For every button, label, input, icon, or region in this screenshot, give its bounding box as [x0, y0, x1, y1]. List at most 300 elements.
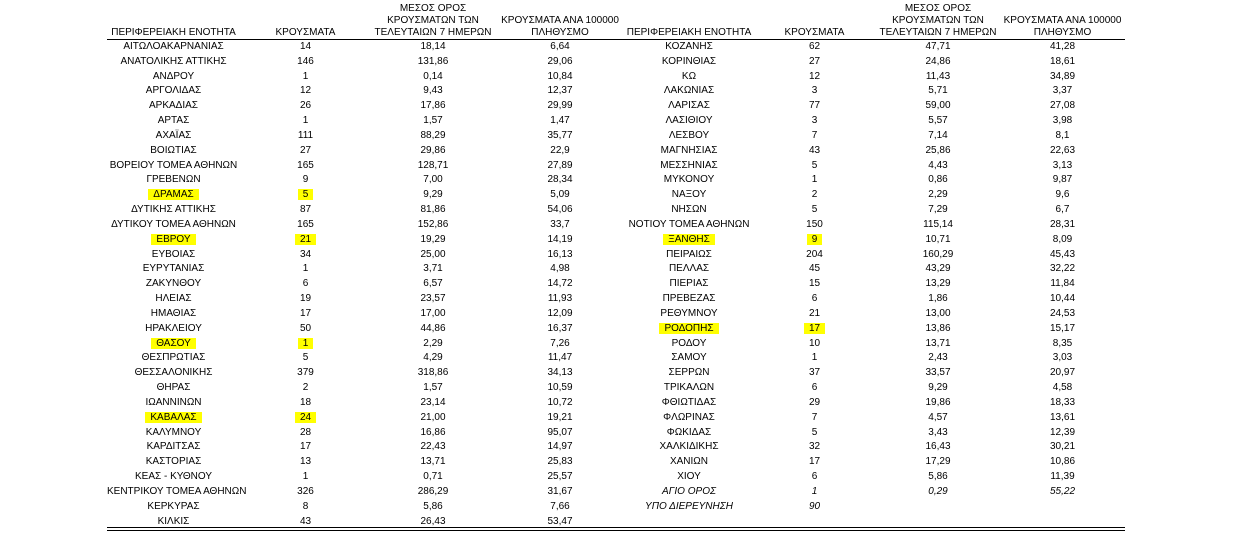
region-value: ΑΓΙΟ ΟΡΟΣ [662, 485, 716, 497]
cell-avg7 [876, 84, 1000, 99]
cases-value: 1 [302, 471, 309, 483]
cases-value: 6 [811, 293, 818, 305]
cell-region [625, 366, 753, 381]
cell-per100k [495, 233, 625, 248]
table-row [107, 203, 625, 218]
per100k-value: 19,21 [547, 411, 573, 423]
cell-per100k [495, 337, 625, 352]
table-row [107, 337, 625, 352]
region-value: ΚΑΡΔΙΤΣΑΣ [146, 441, 201, 453]
region-value: ΗΛΕΙΑΣ [155, 293, 192, 305]
cell-cases [240, 426, 371, 441]
table-row [625, 440, 1125, 455]
cases-value: 5 [811, 426, 818, 438]
per100k-value: 25,83 [547, 456, 573, 468]
cell-region [107, 203, 240, 218]
cell-avg7 [876, 159, 1000, 174]
region-value: ΣΕΡΡΩΝ [668, 367, 710, 379]
cell-per100k [1000, 455, 1125, 470]
table-row [107, 218, 625, 233]
cases-value: 7 [811, 129, 818, 141]
cases-value: 26 [299, 100, 312, 112]
cell-avg7 [371, 337, 495, 352]
avg7-value: 13,00 [925, 307, 951, 319]
per100k-value: 16,13 [547, 248, 573, 260]
region-value: ΚΑΛΥΜΝΟΥ [145, 426, 202, 438]
cell-avg7 [371, 99, 495, 114]
cell-avg7 [876, 381, 1000, 396]
cell-per100k [1000, 322, 1125, 337]
cell-avg7 [876, 337, 1000, 352]
cell-region [107, 129, 240, 144]
cell-cases [753, 40, 876, 55]
region-value: ΠΕΙΡΑΙΩΣ [666, 248, 712, 260]
cell-cases [240, 173, 371, 188]
table-row [107, 70, 625, 85]
cell-cases [240, 55, 371, 70]
table-row [625, 337, 1125, 352]
cell-per100k [1000, 292, 1125, 307]
cases-value: 17 [804, 323, 825, 334]
cell-region [625, 70, 753, 85]
table-row [625, 455, 1125, 470]
cell-per100k [1000, 70, 1125, 85]
cell-per100k [495, 500, 625, 515]
avg7-value: 13,71 [420, 456, 446, 468]
cell-region [625, 292, 753, 307]
per100k-value: 6,64 [550, 41, 570, 52]
cell-region [107, 188, 240, 203]
per100k-value: 6,7 [1055, 204, 1070, 216]
cell-per100k [495, 351, 625, 366]
cell-avg7 [876, 218, 1000, 233]
table-row [625, 322, 1125, 337]
cell-per100k [495, 144, 625, 159]
table-row [107, 307, 625, 322]
region-value: ΦΘΙΩΤΙΔΑΣ [661, 396, 717, 408]
cell-per100k [495, 411, 625, 426]
cell-per100k [1000, 411, 1125, 426]
cell-cases [753, 411, 876, 426]
per100k-value: 3,37 [1052, 85, 1073, 97]
table-row [107, 173, 625, 188]
cell-per100k [495, 262, 625, 277]
region-value: ΒΟΡΕΙΟΥ ΤΟΜΕΑ ΑΘΗΝΩΝ [109, 159, 238, 171]
cell-region [107, 381, 240, 396]
per100k-value: 34,89 [1049, 70, 1076, 82]
per100k-value: 9,87 [1052, 174, 1073, 186]
avg7-value: 1,57 [423, 115, 443, 127]
cell-cases [753, 129, 876, 144]
region-value: ΘΑΣΟΥ [151, 338, 196, 349]
table-row [107, 411, 625, 426]
cell-per100k [495, 84, 625, 99]
cell-avg7 [371, 500, 495, 515]
region-value: ΤΡΙΚΑΛΩΝ [663, 382, 715, 394]
per100k-value: 12,37 [547, 85, 573, 97]
table-row [625, 173, 1125, 188]
cases-value: 28 [299, 426, 312, 438]
cases-value: 2 [811, 189, 818, 201]
cell-cases [753, 84, 876, 99]
cell-avg7 [371, 292, 495, 307]
avg7-value: 13,29 [925, 278, 951, 290]
per100k-value: 18,33 [1049, 396, 1076, 408]
cell-region [625, 351, 753, 366]
cases-value: 45 [808, 263, 821, 275]
header-avg7: ΜΕΣΟΣ ΟΡΟΣ ΚΡΟΥΣΜΑΤΩΝ ΤΩΝ ΤΕΛΕΥΤΑΙΩΝ 7 ΗΜΕΡΩΝ [876, 0, 1000, 40]
avg7-value: 18,14 [420, 41, 446, 52]
cell-avg7 [371, 351, 495, 366]
cases-value: 24 [295, 412, 316, 423]
region-value: ΧΑΛΚΙΔΙΚΗΣ [659, 441, 719, 453]
per100k-value: 35,77 [547, 129, 573, 141]
cases-value: 12 [299, 85, 312, 97]
table-row [107, 55, 625, 70]
region-value: ΛΑΡΙΣΑΣ [668, 100, 710, 112]
cases-value: 17 [299, 307, 312, 319]
header-cases: ΚΡΟΥΣΜΑΤΑ [240, 0, 371, 40]
table-row [107, 366, 625, 381]
cases-value: 37 [808, 367, 821, 379]
cell-per100k [1000, 485, 1125, 500]
cell-cases [240, 351, 371, 366]
table-row [625, 203, 1125, 218]
cell-region [107, 218, 240, 233]
cell-region [625, 218, 753, 233]
cell-per100k [1000, 262, 1125, 277]
cell-cases [753, 470, 876, 485]
cases-value: 1 [811, 352, 818, 364]
cell-avg7 [876, 500, 1000, 515]
cell-avg7 [371, 129, 495, 144]
cell-avg7 [371, 396, 495, 411]
cases-value: 50 [299, 322, 312, 334]
cell-cases [240, 455, 371, 470]
region-value: ΧΙΟΥ [677, 471, 701, 483]
avg7-value: 128,71 [417, 159, 449, 171]
region-value: ΛΕΣΒΟΥ [668, 129, 710, 141]
table-row [625, 84, 1125, 99]
cell-cases [753, 203, 876, 218]
avg7-value: 19,86 [925, 396, 951, 408]
cell-per100k [495, 396, 625, 411]
per100k-value: 14,97 [547, 441, 573, 453]
avg7-value: 131,86 [417, 55, 449, 67]
cases-value: 165 [297, 159, 314, 171]
cases-value: 32 [808, 441, 821, 453]
avg7-value: 9,29 [423, 189, 443, 201]
cell-cases [753, 173, 876, 188]
cell-per100k [495, 277, 625, 292]
avg7-value: 22,43 [420, 441, 446, 453]
avg7-value: 152,86 [417, 218, 449, 230]
table-row [625, 114, 1125, 129]
cell-cases [753, 233, 876, 248]
cell-cases [753, 248, 876, 263]
cell-per100k [495, 159, 625, 174]
cases-value: 9 [807, 234, 823, 245]
table-row [107, 396, 625, 411]
per100k-value: 7,26 [550, 337, 570, 349]
cell-region [625, 396, 753, 411]
cell-region [107, 322, 240, 337]
cell-region [107, 337, 240, 352]
avg7-value: 47,71 [925, 41, 951, 52]
region-value: ΜΥΚΟΝΟΥ [663, 174, 715, 186]
avg7-value: 7,29 [928, 204, 948, 216]
per100k-value: 53,47 [547, 515, 573, 527]
table-row [107, 381, 625, 396]
cell-cases [240, 292, 371, 307]
cell-cases [753, 218, 876, 233]
cell-avg7 [371, 233, 495, 248]
per100k-value: 31,67 [547, 485, 573, 497]
cases-value: 150 [806, 218, 823, 230]
cell-cases [240, 470, 371, 485]
cell-avg7 [876, 470, 1000, 485]
cell-region [107, 485, 247, 500]
table-row [625, 188, 1125, 203]
cell-per100k [495, 381, 625, 396]
cell-cases [240, 144, 371, 159]
cell-cases [240, 277, 371, 292]
cell-cases [240, 233, 371, 248]
per100k-value: 10,44 [1049, 293, 1076, 305]
cell-avg7 [371, 159, 495, 174]
cases-value: 6 [811, 471, 818, 483]
cell-avg7 [371, 40, 495, 55]
cases-value: 87 [299, 204, 312, 216]
avg7-value: 3,71 [423, 263, 443, 275]
region-value: ΘΕΣΠΡΩΤΙΑΣ [141, 352, 206, 364]
avg7-value: 3,43 [928, 426, 948, 438]
right-cases-table [625, 0, 1125, 515]
table-row [107, 440, 625, 455]
cell-region [107, 173, 240, 188]
per100k-value: 34,13 [547, 367, 573, 379]
cell-region [107, 262, 240, 277]
table-row [107, 277, 625, 292]
table-row [107, 248, 625, 263]
region-value: ΔΥΤΙΚΗΣ ΑΤΤΙΚΗΣ [131, 204, 216, 216]
cell-avg7 [371, 426, 495, 441]
table-row [107, 144, 625, 159]
cell-per100k [495, 55, 625, 70]
cell-per100k [1000, 188, 1125, 203]
cell-region [625, 203, 753, 218]
avg7-value: 2,29 [423, 337, 443, 349]
cell-region [625, 129, 753, 144]
table-row [625, 218, 1125, 233]
cell-region [107, 500, 240, 515]
table-row [107, 40, 625, 55]
cell-region [625, 307, 753, 322]
avg7-value: 29,86 [420, 144, 446, 156]
cell-avg7 [876, 144, 1000, 159]
table-row [625, 70, 1125, 85]
cell-cases [753, 337, 876, 352]
cell-region [625, 188, 753, 203]
region-value: ΜΕΣΣΗΝΙΑΣ [660, 159, 718, 171]
region-value: ΠΡΕΒΕΖΑΣ [662, 293, 716, 305]
cases-value: 3 [811, 85, 818, 97]
avg7-value: 13,86 [925, 322, 951, 334]
cell-region [107, 70, 240, 85]
per100k-value: 9,6 [1055, 189, 1070, 201]
cell-avg7 [371, 307, 495, 322]
cell-per100k [1000, 84, 1125, 99]
cases-value: 8 [302, 500, 309, 512]
region-value: ΛΑΣΙΘΙΟΥ [665, 115, 713, 127]
cell-avg7 [371, 188, 495, 203]
avg7-value: 16,86 [420, 426, 446, 438]
table-row [625, 366, 1125, 381]
table-row [625, 381, 1125, 396]
table-row [107, 426, 625, 441]
cell-cases [753, 114, 876, 129]
region-value: ΔΥΤΙΚΟΥ ΤΟΜΕΑ ΑΘΗΝΩΝ [111, 218, 236, 230]
cell-avg7 [876, 99, 1000, 114]
per100k-value: 10,59 [547, 382, 573, 394]
table-row [625, 500, 1125, 515]
cell-region [625, 248, 753, 263]
cell-region [107, 99, 240, 114]
per100k-value: 1,47 [550, 115, 570, 127]
cell-region [625, 470, 753, 485]
cell-avg7 [876, 292, 1000, 307]
region-value: ΚΑΒΑΛΑΣ [145, 412, 201, 423]
table-row [625, 292, 1125, 307]
region-value: ΙΩΑΝΝΙΝΩΝ [145, 396, 202, 408]
avg7-value: 10,71 [925, 233, 951, 245]
cell-region [625, 426, 753, 441]
per100k-value: 45,43 [1049, 248, 1076, 260]
avg7-value: 0,86 [928, 174, 948, 186]
per100k-value: 32,22 [1049, 263, 1076, 275]
cell-region [107, 470, 240, 485]
avg7-value: 7,14 [928, 129, 948, 141]
cell-region [107, 292, 240, 307]
cell-per100k [495, 40, 625, 55]
cell-avg7 [876, 366, 1000, 381]
cell-cases [240, 262, 371, 277]
cell-per100k [1000, 40, 1125, 55]
cell-per100k [495, 307, 625, 322]
cell-avg7 [876, 40, 1000, 55]
cell-avg7 [876, 351, 1000, 366]
cell-region [625, 322, 753, 337]
avg7-value: 286,29 [417, 485, 449, 497]
cell-avg7 [876, 426, 1000, 441]
per100k-value: 11,47 [547, 352, 573, 364]
table-row [625, 426, 1125, 441]
cell-per100k [495, 366, 625, 381]
cases-value: 43 [808, 144, 821, 156]
header-per100k: ΚΡΟΥΣΜΑΤΑ ΑΝΑ 100000 ΠΛΗΘΥΣΜΟ [1000, 0, 1125, 40]
cell-per100k [1000, 144, 1125, 159]
cell-per100k [495, 440, 625, 455]
cell-avg7 [371, 411, 495, 426]
table-row [107, 485, 625, 500]
region-value: ΚΕΑΣ - ΚΥΘΝΟΥ [135, 471, 212, 483]
cell-per100k [495, 248, 625, 263]
table-row [625, 351, 1125, 366]
cases-value: 21 [295, 234, 316, 245]
cell-avg7 [371, 248, 495, 263]
cases-value: 6 [811, 382, 818, 394]
avg7-value: 6,57 [423, 278, 443, 290]
table-row [625, 233, 1125, 248]
region-value: ΠΕΛΛΑΣ [668, 263, 710, 275]
cell-cases [753, 70, 876, 85]
per100k-value: 13,61 [1049, 411, 1076, 423]
cell-avg7 [371, 173, 495, 188]
per100k-value: 28,34 [547, 174, 573, 186]
cell-per100k [495, 188, 625, 203]
cell-cases [753, 144, 876, 159]
cell-per100k [1000, 396, 1125, 411]
avg7-value: 318,86 [417, 367, 449, 379]
cell-avg7 [876, 114, 1000, 129]
avg7-value: 2,29 [928, 189, 948, 201]
region-value: ΓΡΕΒΕΝΩΝ [146, 174, 201, 186]
table-row [625, 40, 1125, 55]
region-value: ΑΧΑΪΑΣ [155, 129, 192, 141]
table-row [107, 351, 625, 366]
avg7-value: 1,57 [423, 382, 443, 394]
cell-cases [753, 426, 876, 441]
cases-value: 326 [297, 485, 314, 497]
region-value: ΝΗΣΩΝ [671, 204, 707, 216]
table-row [107, 500, 625, 515]
cell-avg7 [876, 173, 1000, 188]
table-row [625, 396, 1125, 411]
cell-avg7 [371, 55, 495, 70]
cases-value: 14 [299, 41, 312, 52]
table-row [625, 248, 1125, 263]
region-value: ΡΟΔΟΠΗΣ [659, 323, 718, 334]
cell-per100k [1000, 351, 1125, 366]
cell-region [625, 262, 753, 277]
cell-cases [240, 159, 371, 174]
region-value: ΒΟΙΩΤΙΑΣ [150, 144, 197, 156]
per100k-value: 12,09 [547, 307, 573, 319]
cell-per100k [495, 485, 625, 500]
cases-value: 19 [299, 293, 312, 305]
table-row [107, 292, 625, 307]
table-row [107, 99, 625, 114]
cell-cases [753, 159, 876, 174]
avg7-value: 43,29 [925, 263, 951, 275]
table-row [625, 55, 1125, 70]
avg7-value: 4,57 [928, 411, 948, 423]
table-row [107, 188, 625, 203]
region-value: ΡΕΘΥΜΝΟΥ [660, 307, 718, 319]
cell-cases [240, 307, 371, 322]
cell-region [625, 277, 753, 292]
avg7-value: 25,00 [420, 248, 446, 260]
cell-avg7 [371, 114, 495, 129]
per100k-value: 11,39 [1050, 471, 1075, 483]
per100k-value: 3,03 [1052, 352, 1073, 364]
cases-value: 21 [808, 307, 821, 319]
per100k-value: 14,19 [547, 233, 573, 245]
cell-avg7 [876, 411, 1000, 426]
region-value: ΗΡΑΚΛΕΙΟΥ [145, 322, 202, 334]
cell-per100k [495, 203, 625, 218]
cell-region [625, 55, 753, 70]
